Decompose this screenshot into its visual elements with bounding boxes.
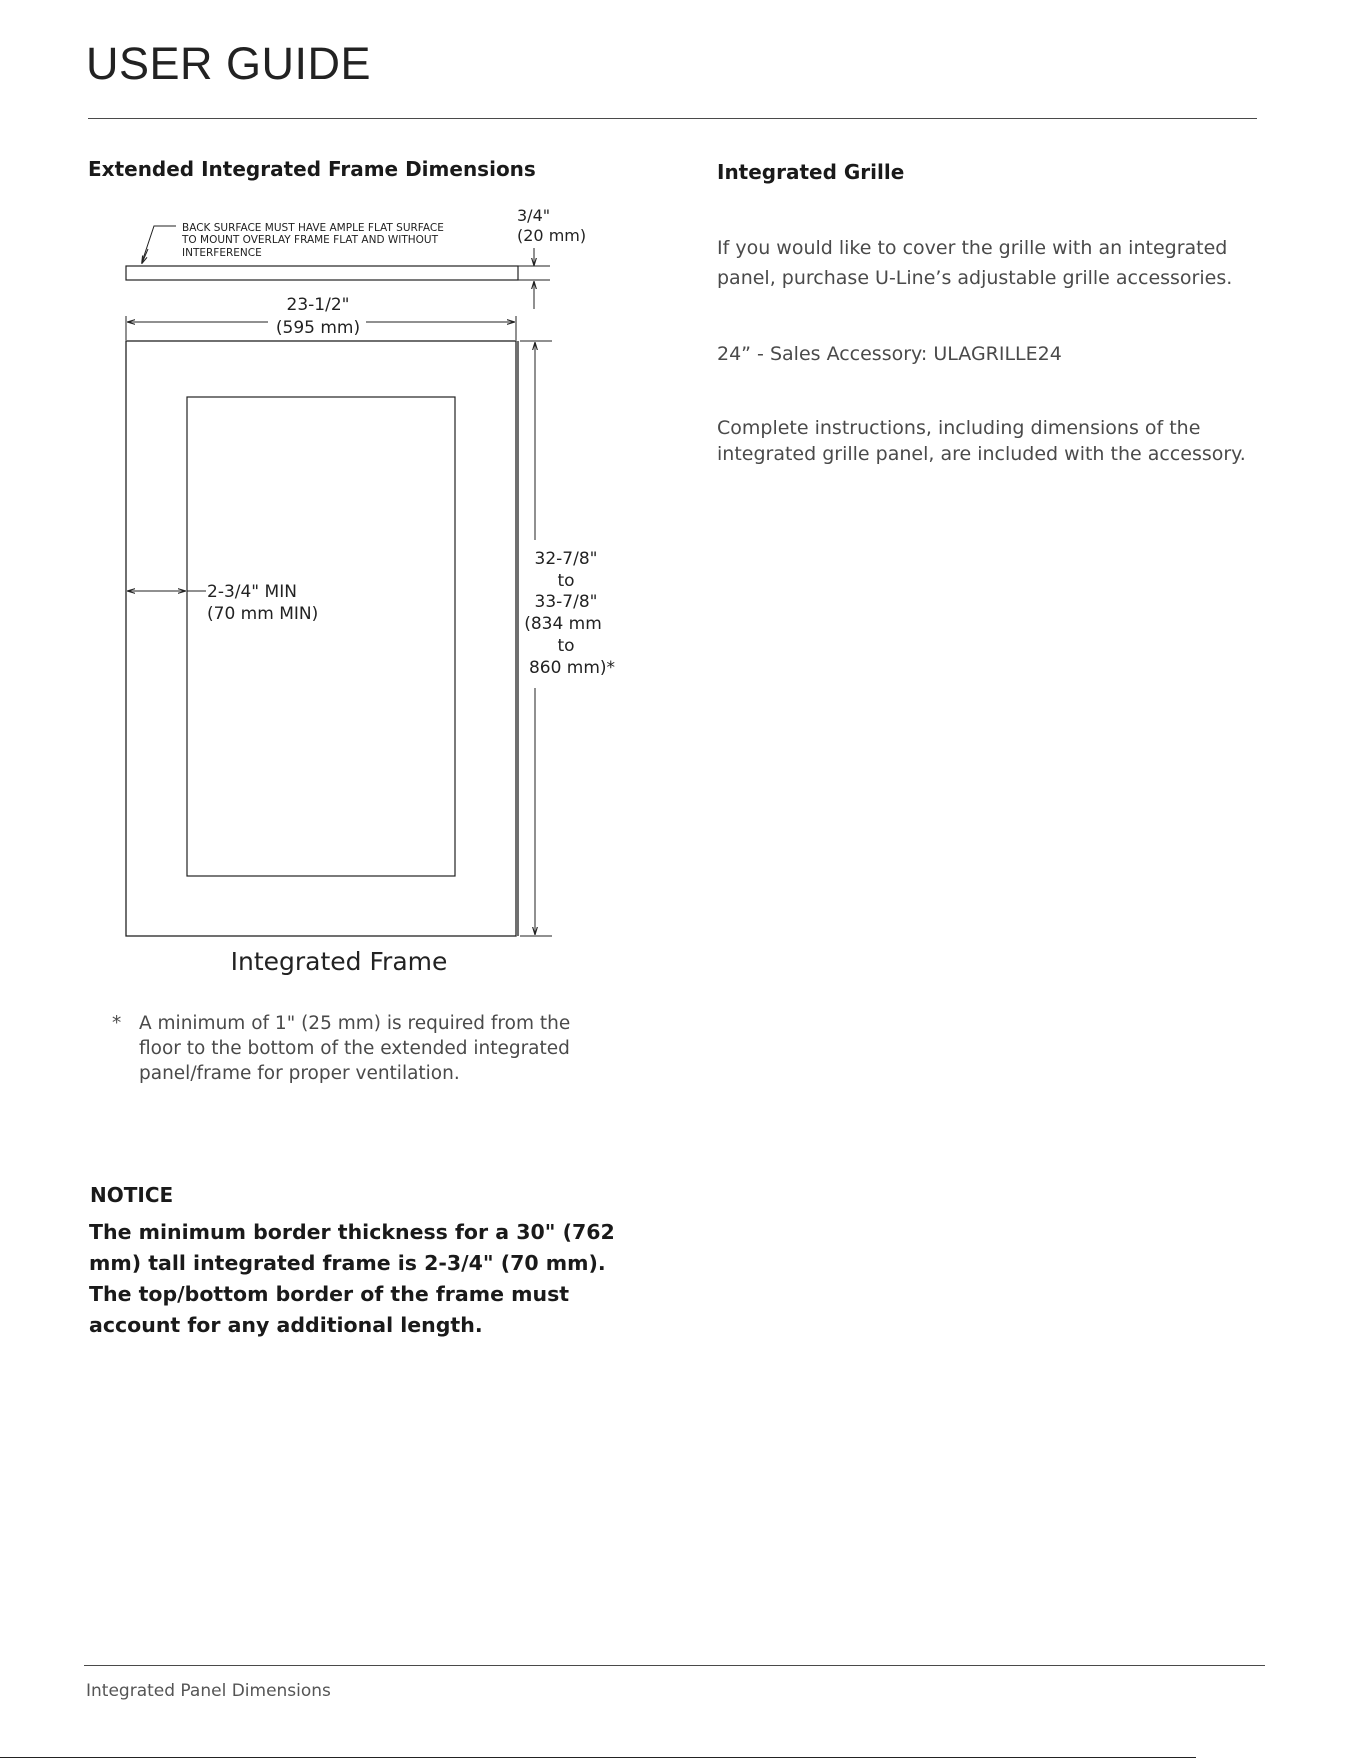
- inner-opening: [187, 397, 455, 876]
- height-dim-6: 860 mm)*: [528, 658, 616, 678]
- footnote-asterisk: *: [112, 1013, 122, 1034]
- height-dim-2: to: [557, 571, 575, 591]
- height-dim-5: to: [557, 636, 575, 656]
- border-dim-mm: (70 mm MIN): [207, 604, 319, 624]
- footer-label: Integrated Panel Dimensions: [86, 1681, 331, 1701]
- depth-dim-mm: (20 mm): [517, 226, 587, 245]
- height-dim-1: 32-7/8": [534, 549, 598, 569]
- grille-paragraph-3: Complete instructions, including dimensions of the integrated grille panel, are included with the accessory.: [717, 417, 1246, 465]
- ventilation-footnote: [112, 1011, 612, 1086]
- notice-body: The minimum border thickness for a 30" (762 mm) tall integrated frame is 2-3/4" (70 mm). The top/bottom border of the frame must account for any additional length.: [89, 1220, 615, 1337]
- notice-heading: NOTICE: [90, 1183, 174, 1207]
- outer-frame: [126, 341, 516, 936]
- depth-dim-in: 3/4": [517, 206, 551, 225]
- page-bottom-edge: [0, 1757, 1196, 1758]
- back-note-leader: [142, 226, 176, 262]
- section-heading-grille: Integrated Grille: [717, 160, 905, 184]
- page-title: USER GUIDE: [86, 38, 372, 89]
- border-dim-in: 2-3/4" MIN: [207, 582, 297, 602]
- grille-paragraph-1: If you would like to cover the grille with an integrated panel, purchase U-Line’s adjustable grille accessories.: [717, 237, 1233, 289]
- width-dim-in: 23-1/2": [286, 295, 350, 315]
- back-note-arrow: [142, 249, 148, 263]
- frame-profile-bar: [126, 266, 518, 280]
- footer-divider: [84, 1665, 1265, 1666]
- diagram-caption: Integrated Frame: [230, 947, 448, 976]
- footnote-text: A minimum of 1" (25 mm) is required from the floor to the bottom of the extended integrated panel/frame for proper ventilation.: [139, 1013, 571, 1084]
- height-dim-4: (834 mm: [524, 614, 602, 634]
- back-surface-note-1: BACK SURFACE MUST HAVE AMPLE FLAT SURFACE: [182, 222, 444, 234]
- width-dim-mm: (595 mm): [275, 318, 361, 338]
- section-heading-frame: Extended Integrated Frame Dimensions: [88, 157, 536, 181]
- back-surface-note-2: TO MOUNT OVERLAY FRAME FLAT AND WITHOUT: [182, 234, 439, 246]
- height-dim-3: 33-7/8": [534, 592, 598, 612]
- back-surface-note-3: INTERFERENCE: [182, 247, 262, 259]
- grille-accessory-line: 24” - Sales Accessory: ULAGRILLE24: [717, 343, 1062, 365]
